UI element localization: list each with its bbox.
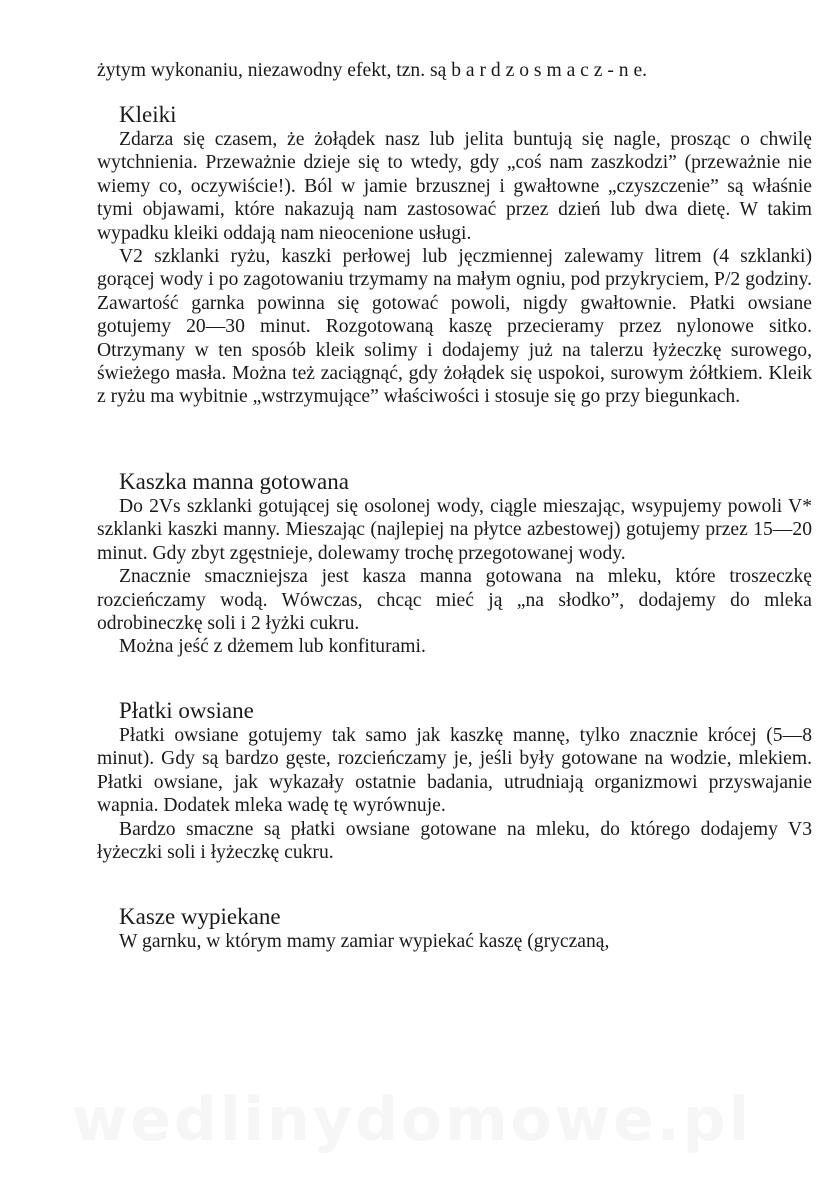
paragraph: Znacznie smaczniejsza jest kasza manna gotowana na mleku, które troszeczkę rozcieńczamy wodą. Wówczas, chcąc mieć ją „na słodko”, dodajemy do mleka odrobineczkę soli i 2 łyżki cukru. xyxy=(97,566,812,635)
intro-line: żytym wykonaniu, niezawodny efekt, tzn. są b a r d z o s m a c z - n e. xyxy=(97,60,648,81)
section-title: Kaszka manna gotowana xyxy=(119,469,349,494)
section-platki-owsiane xyxy=(97,697,812,864)
paragraph: Płatki owsiane gotujemy tak samo jak kaszkę mannę, tylko znacznie krócej (5—8 minut). Gdy są bardzo gęste, rozcieńczamy je, jeśli były gotowane na wodzie, mlekiem. Płatki owsiane, jak wykazały ostatnie badania, utrudniają organizmowi przyswajanie wapnia. Dodatek mleka wadę tę wyrównuje. xyxy=(97,725,812,817)
section-kasze-wypiekane xyxy=(97,903,812,953)
section-kaszka-manna xyxy=(97,468,812,659)
section-title: Płatki owsiane xyxy=(119,698,254,723)
section-title: Kleiki xyxy=(119,102,177,127)
paragraph: Do 2Vs szklanki gotującej się osolonej wody, ciągle mieszając, wsypujemy powoli V* szklanki kaszki manny. Mieszając (najlepiej na płytce azbestowej) gotujemy przez 15—20 minut. Gdy zbyt zgęstnieje, dolewamy trochę przegotowanej wody. xyxy=(97,496,812,564)
paragraph: V2 szklanki ryżu, kaszki perłowej lub jęczmiennej zalewamy litrem (4 szklanki) gorącej wody i po zagotowaniu trzymamy na małym ogniu, pod przykryciem, P/2 godziny. Zawartość garnka powinna się gotować powoli, nigdy gwałtownie. Płatki owsiane gotujemy 20—30 minut. Rozgotowaną kaszę przecieramy przez nylonowe sitko. Otrzymany w ten sposób kleik solimy i dodajemy już na talerzu łyżeczkę surowego, świeżego masła. Można też zaciągnąć, gdy żołądek się uspokoi, surowym żółtkiem. Kleik z ryżu ma wybitnie „wstrzymujące” właściwości i stosuje się go przy biegunkach. xyxy=(97,246,812,408)
paragraph: Można jeść z dżemem lub konfiturami. xyxy=(119,636,426,658)
watermark: wedlinydomowe.pl xyxy=(71,1085,753,1155)
paragraph: Bardzo smaczne są płatki owsiane gotowane na mleku, do którego dodajemy V3 łyżeczki soli i łyżeczkę cukru. xyxy=(97,818,812,864)
section-title: Kasze wypiekane xyxy=(119,904,281,929)
paragraph: Zdarza się czasem, że żołądek nasz lub jelita buntują się nagle, prosząc o chwilę wytchnienia. Przeważnie dzieje się to wtedy, gdy „coś nam zaszkodzi” (przeważnie nie wiemy co, oczywiście!). Ból w jamie brzusznej i gwałtowne „czyszczenie” są właśnie tymi objawami, które nakazują nam zastosować przez dzień lub dwa dietę. W takim wypadku kleiki oddają nam nieocenione usługi. xyxy=(97,129,812,244)
paragraph: W garnku, w którym mamy zamiar wypiekać kaszę (gryczaną, xyxy=(119,931,610,952)
section-kleiki xyxy=(97,101,812,409)
